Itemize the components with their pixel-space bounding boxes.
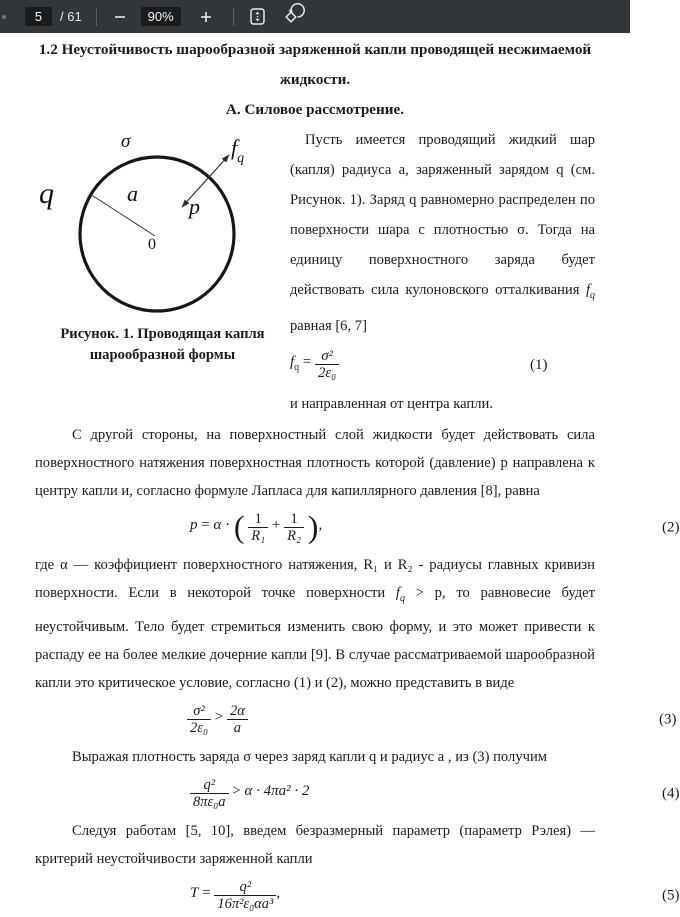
fq-subscript: q [237,151,245,166]
para3-text-1: где α — коэффициент поверхностного натяжения, R₁ и R₂ - радиусы главных кривизн поверхности. Если в некоторой точке поверхности [35,556,595,601]
eq4-rhs: α · 4πa² · 2 [244,782,310,799]
eq1-number: (1) [530,356,548,373]
equation-3 [187,699,677,741]
eq2-equals: = [201,516,210,533]
para3-fq-sub: q [399,592,405,604]
section-subtitle: А. Силовое рассмотрение. [225,101,405,118]
equation-5 [190,875,680,917]
figure-caption-line2: шарообразной формы [89,347,236,363]
toolbar-divider [233,8,234,26]
eq1-fraction [315,348,339,382]
eq5-number: (5) [662,887,680,904]
zoom-out-button[interactable] [109,6,131,28]
toolbar-divider [96,8,97,26]
eq3-fraction-1 [187,703,211,737]
rotate-button[interactable] [280,6,302,28]
minus-icon [112,9,128,25]
eq3-num1: σ² [193,702,205,719]
intro-text-1: Пусть имеется проводящий жидкий шар (капля) радиуса a, заряженный зарядом q (см. Рисунок. 1). Заряд q равномерно распределен по поверхности шара с плотностью σ. Тогда на единицу поверхностного заряда будет действовать сила кулоновского отталкивания [290,132,595,298]
eq3-den1: 2ε₀ [187,719,211,737]
intro-paragraph [290,125,595,341]
fit-to-page-button[interactable] [247,6,269,28]
eq4-greater-than: > [232,782,241,799]
equation-1 [290,343,595,387]
para3-text-2: > p, то равновесие будет неустойчивым. Тело будет стремиться изменить свою форму, и это может привести к распаду ее на более мелкие дочерние капли [9]. В случае рассматриваемой шарообразной капли это критическое условие, согласно (1) и (2), можно представить в виде [35,584,595,691]
eq1-denominator: 2ε₀ [315,364,339,382]
eq2-fraction-1 [248,511,268,545]
equation-2 [190,507,680,549]
figure-caption-line1: Рисунок. 1. Проводящая капля [60,326,265,342]
pdf-page [0,33,680,912]
droplet-circle [80,157,234,311]
eq1-equals: = [302,353,312,370]
section-title-line2: жидкости. [279,71,351,88]
rotate-icon [281,7,301,27]
intro-fq-base: f [585,282,590,298]
intro-text-2: равная [6, 7] [290,317,367,334]
eq3-greater-than: > [214,708,224,725]
eq5-comma: , [276,884,281,901]
eq5-numerator: q² [239,878,252,895]
zoom-level-input[interactable]: 90% [141,7,181,26]
droplet-diagram [35,125,290,317]
after-eq1-line: и направленная от центра капли. [290,395,493,412]
eq2-comma: , [318,516,323,533]
eq2-f2-num: 1 [290,510,298,527]
page-total-label: / 61 [60,9,82,24]
eq2-f2-den: R₂ [284,527,304,545]
eq5-fraction [214,879,276,913]
intro-fq-sub: q [590,289,595,301]
eq3-den2: a [227,719,248,737]
eq3-fraction-2 [227,703,248,737]
eq4-denominator: 8πε₀a [190,793,229,811]
equation-4 [190,773,680,815]
eq1-numerator: σ² [321,348,333,365]
eq2-lhs: p [190,516,198,533]
eq2-dot: · [225,516,231,533]
paragraph-surface-tension: С другой стороны, на поверхностный слой жидкости будет действовать сила поверхностного натяжения поверхностная плотность которой (давление) p направлена к центру капли и, согласно формуле Лапласа для капиллярного давления [8], равна [35,426,595,499]
figure-caption [35,324,290,366]
pressure-p-label: p [189,194,200,219]
eq2-f1-num: 1 [254,510,262,527]
fit-to-page-icon [248,7,267,26]
toolbar-partial-icon [2,15,6,19]
eq2-fraction-2 [284,511,304,545]
eq2-number: (2) [662,519,680,536]
section-title-line1: 1.2 Неустойчивость шарообразной заряженной капли проводящей несжимаемой [38,41,592,58]
eq1-lhs: f [290,353,295,370]
eq4-number: (4) [662,785,680,802]
eq5-lhs: T [190,884,199,901]
plus-icon [198,9,214,25]
page-number-input[interactable]: 5 [25,7,52,26]
eq3-number: (3) [659,711,677,728]
eq2-left-paren: ( [233,508,245,545]
eq5-equals: = [202,884,211,901]
eq4-numerator: q² [203,776,216,793]
figure-1 [35,125,290,419]
eq3-num2: 2α [229,702,245,719]
paragraph-rayleigh-parameter: Следуя работам [5, 10], введем безразмерный параметр (параметр Рэлея) — критерий неустойчивости заряженной капли [35,822,595,867]
eq5-denominator: 16π²ε₀αa³ [214,895,276,913]
intro-column [290,125,595,419]
radius-a-label: a [127,181,138,206]
eq2-right-paren: ) [307,508,319,545]
eq2-plus: + [271,516,281,533]
zoom-in-button[interactable] [195,6,217,28]
eq1-lhs-sub: q [294,361,300,373]
pdf-toolbar [0,0,630,33]
force-fq-label [231,135,244,166]
charge-q-label: q [39,177,54,210]
fq-base: f [231,135,238,160]
sigma-label: σ [121,131,131,152]
center-zero-label: 0 [148,236,156,253]
para3-fq-base: f [395,584,400,601]
eq4-fraction [190,777,229,811]
radius-line [90,194,155,236]
section-title [35,35,595,125]
paragraph-expressing-density: Выражая плотность заряда σ через заряд капли q и радиус a , из (3) получим [72,748,547,765]
paragraph-instability-condition [35,551,595,697]
eq2-alpha: α [213,516,222,533]
eq2-f1-den: R₁ [248,527,268,545]
